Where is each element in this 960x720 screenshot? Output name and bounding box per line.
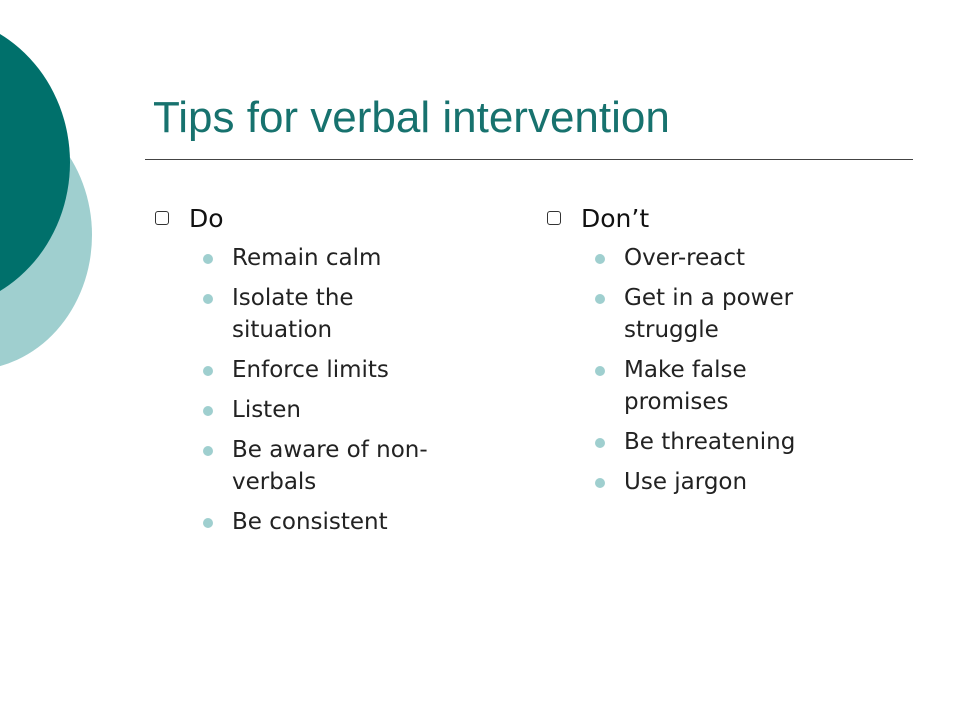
do-column [155, 200, 495, 538]
bullet-icon [203, 406, 213, 416]
do-list-item: Be consistent [155, 506, 437, 538]
dont-list-item: Be threatening [547, 426, 834, 458]
bullet-icon [203, 366, 213, 376]
bullet-icon [203, 254, 213, 264]
do-heading [155, 200, 495, 236]
dont-list [547, 242, 887, 498]
do-list-item: Remain calm [155, 242, 437, 274]
dont-list-item: Make false promises [547, 354, 834, 418]
bullet-icon [203, 446, 213, 456]
dont-heading-label: Don’t [581, 203, 650, 233]
checkbox-icon [547, 211, 561, 225]
bullet-icon [595, 366, 605, 376]
do-list-item: Enforce limits [155, 354, 437, 386]
do-list-item: Listen [155, 394, 437, 426]
bullet-icon [595, 294, 605, 304]
slide-title: Tips for verbal intervention [153, 93, 670, 142]
bullet-icon [203, 294, 213, 304]
do-list-item: Be aware of non-verbals [155, 434, 437, 498]
do-list [155, 242, 495, 538]
bullet-icon [595, 478, 605, 488]
bullet-icon [203, 518, 213, 528]
do-heading-label: Do [189, 203, 224, 233]
dont-list-item: Over-react [547, 242, 834, 274]
dont-heading [547, 200, 887, 236]
bullet-icon [595, 254, 605, 264]
dont-list-item: Use jargon [547, 466, 834, 498]
bullet-icon [595, 438, 605, 448]
dont-list-item: Get in a power struggle [547, 282, 834, 346]
dont-column [547, 200, 887, 498]
title-divider [145, 159, 913, 160]
checkbox-icon [155, 211, 169, 225]
do-list-item: Isolate the situation [155, 282, 437, 346]
